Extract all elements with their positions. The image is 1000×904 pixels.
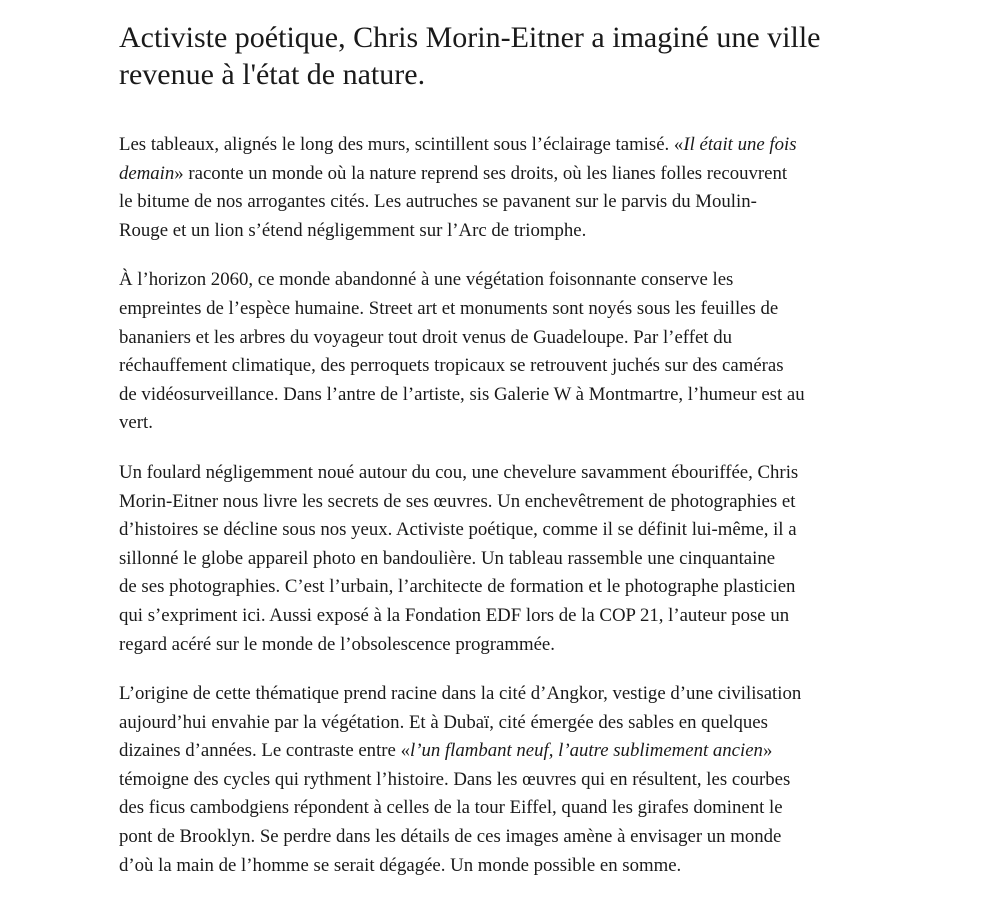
paragraph [119, 266, 919, 438]
text-line [119, 131, 919, 160]
text-segment: de ses photographies. C’est l’urbain, l’architecte de formation et le photographe plasticien [119, 576, 796, 598]
text-segment: pont de Brooklyn. Se perdre dans les détails de ces images amène à envisager un monde [119, 826, 782, 848]
text-segment: d’histoires se décline sous nos yeux. Activiste poétique, comme il se définit lui-même, il a [119, 519, 797, 541]
text-line [119, 631, 919, 660]
text-segment: le bitume de nos arrogantes cités. Les autruches se pavanent sur le parvis du Moulin- [119, 191, 757, 213]
italic-quote: Il était une fois [683, 134, 797, 155]
text-segment: sillonné le globe appareil photo en bandoulière. Un tableau rassemble une cinquantaine [119, 547, 776, 569]
text-line [119, 794, 919, 823]
text-line [119, 737, 919, 766]
text-line [119, 352, 919, 381]
text-segment: Morin-Eitner nous livre les secrets de ses œuvres. Un enchevêtrement de photographies et [119, 490, 796, 512]
text-segment: » [762, 740, 773, 762]
text-line [119, 295, 919, 324]
text-segment: des ficus cambodgiens répondent à celles de la tour Eiffel, quand les girafes dominent le [119, 797, 783, 819]
text-segment: L’origine de cette thématique prend racine dans la cité d’Angkor, vestige d’une civilisation [119, 683, 802, 705]
text-segment: Un foulard négligemment noué autour du cou, une chevelure savamment ébouriffée, Chris [119, 461, 799, 483]
text-segment: réchauffement climatique, des perroquets tropicaux se retrouvent juchés sur des caméras [119, 355, 784, 377]
text-segment: À l’horizon 2060, ce monde abandonné à une végétation foisonnante conserve les [119, 269, 734, 291]
text-line [119, 545, 919, 574]
text-line [119, 488, 919, 517]
headline-line: Activiste poétique, Chris Morin-Eitner a imaginé une ville [119, 21, 821, 54]
text-line [119, 266, 919, 295]
italic-quote: demain [119, 162, 175, 184]
text-segment: Les tableaux, alignés le long des murs, scintillent sous l’éclairage tamisé. « [119, 134, 684, 155]
text-line [119, 709, 919, 738]
text-segment: bananiers et les arbres du voyageur tout droit venus de Guadeloupe. Par l’effet du [119, 326, 732, 348]
text-line [119, 573, 919, 602]
text-line [119, 188, 919, 217]
article-body [119, 131, 919, 880]
text-line [119, 823, 919, 852]
text-segment: empreintes de l’espèce humaine. Street art et monuments sont noyés sous les feuilles de [119, 297, 779, 319]
text-line [119, 459, 919, 488]
text-line [119, 516, 919, 545]
article-headline [119, 19, 899, 93]
text-segment: Rouge et un lion s’étend négligemment sur l’Arc de triomphe. [119, 219, 587, 241]
text-line [119, 381, 919, 410]
paragraph [119, 459, 919, 659]
text-segment: aujourd’hui envahie par la végétation. Et à Dubaï, cité émergée des sables en quelques [119, 711, 768, 733]
text-line [119, 160, 919, 189]
text-segment: » raconte un monde où la nature reprend ses droits, où les lianes folles recouvrent [174, 162, 788, 184]
text-segment: regard acéré sur le monde de l’obsolescence programmée. [119, 633, 555, 655]
text-segment: témoigne des cycles qui rythment l’histoire. Dans les œuvres qui en résultent, les courbes [119, 768, 791, 790]
text-line [119, 680, 919, 709]
text-line [119, 766, 919, 795]
text-segment: de vidéosurveillance. Dans l’antre de l’artiste, sis Galerie W à Montmartre, l’humeur est au [119, 383, 805, 405]
text-line [119, 324, 919, 353]
text-segment: dizaines d’années. Le contraste entre « [119, 740, 410, 762]
headline-line: revenue à l'état de nature. [119, 58, 426, 91]
text-line [119, 217, 919, 246]
text-line [119, 409, 919, 438]
text-line [119, 602, 919, 631]
italic-quote: l’un flambant neuf, l’autre sublimement ancien [409, 740, 763, 762]
article [119, 0, 919, 901]
text-segment: d’où la main de l’homme se serait dégagée. Un monde possible en somme. [119, 854, 682, 876]
paragraph [119, 131, 919, 245]
text-segment: vert. [119, 412, 153, 434]
text-line [119, 852, 919, 881]
text-segment: qui s’expriment ici. Aussi exposé à la Fondation EDF lors de la COP 21, l’auteur pose un [119, 604, 790, 626]
paragraph [119, 680, 919, 880]
